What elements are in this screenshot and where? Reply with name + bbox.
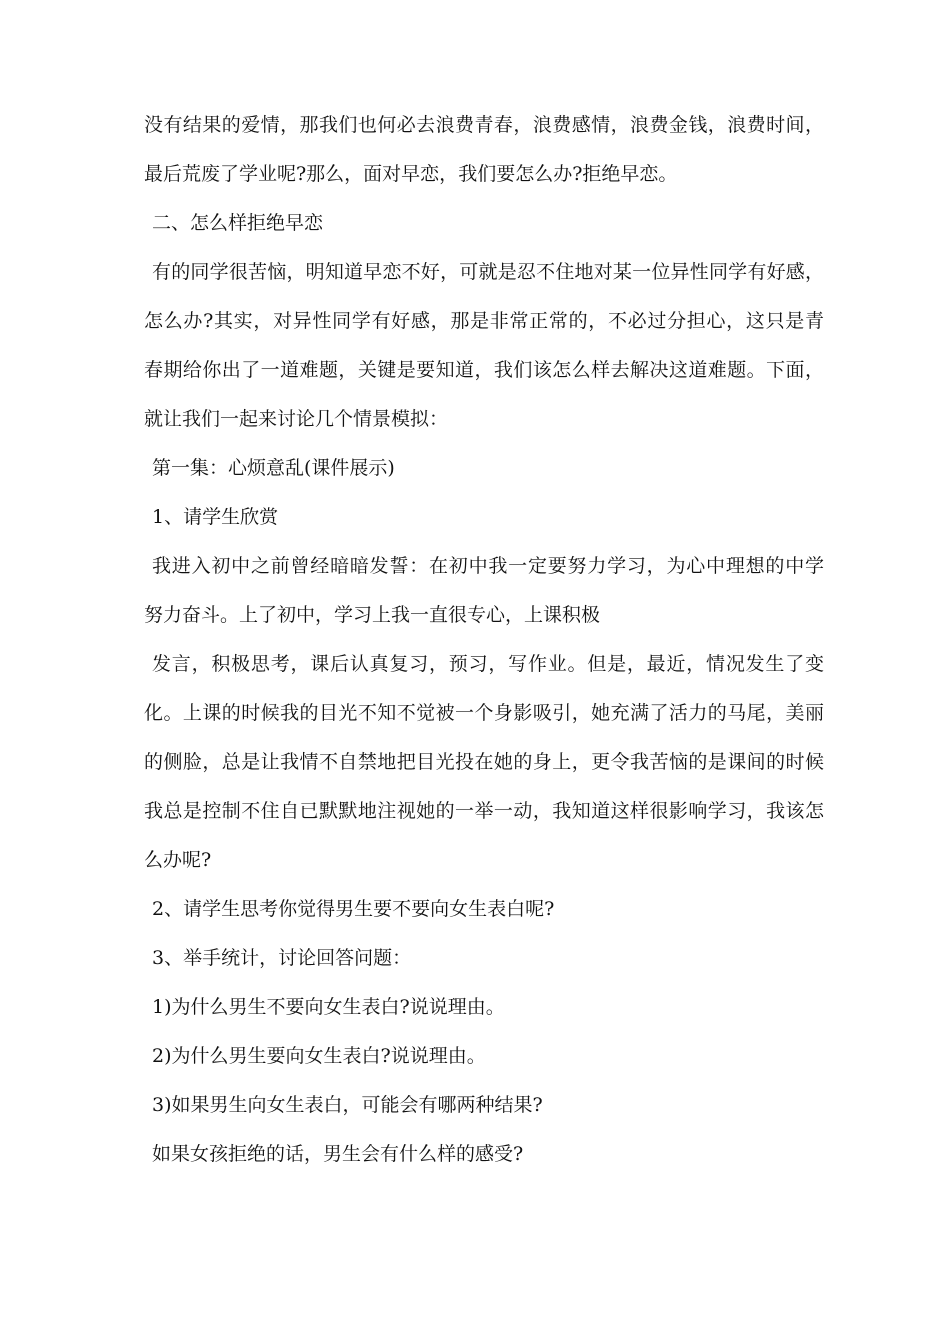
list-item: 2)为什么男生要向女生表白?说说理由。 xyxy=(152,1045,486,1067)
text-line: 就让我们一起来讨论几个情景模拟： xyxy=(144,408,449,430)
list-item: 2、请学生思考你觉得男生要不要向女生表白呢? xyxy=(152,898,555,920)
text-line: 努力奋斗。上了初中，学习上我一直很专心，上课积极 xyxy=(144,604,601,626)
text-line: 春期给你出了一道难题，关键是要知道，我们该怎么样去解决这道难题。下面， xyxy=(144,359,824,381)
text-line: 有的同学很苦恼，明知道早恋不好，可就是忍不住地对某一位异性同学有好感， xyxy=(152,261,824,283)
text-line: 的侧脸，总是让我情不自禁地把目光投在她的身上，更令我苦恼的是课间的时候 xyxy=(144,751,824,773)
text-line: 如果女孩拒绝的话，男生会有什么样的感受? xyxy=(152,1143,524,1165)
list-item: 1、请学生欣赏 xyxy=(152,506,279,528)
text-line: 我总是控制不住自已默默地注视她的一举一动，我知道这样很影响学习，我该怎 xyxy=(144,800,824,822)
text-line: 没有结果的爱情，那我们也何必去浪费青春，浪费感情，浪费金钱，浪费时间， xyxy=(144,114,824,136)
list-item: 1)为什么男生不要向女生表白?说说理由。 xyxy=(152,996,505,1018)
text-line: 怎么办?其实，对异性同学有好感，那是非常正常的，不必过分担心，这只是青 xyxy=(144,310,824,332)
text-line: 发言，积极思考，课后认真复习，预习，写作业。但是，最近，情况发生了变 xyxy=(152,653,824,675)
episode-heading: 第一集：心烦意乱(课件展示) xyxy=(152,457,395,479)
text-line: 么办呢? xyxy=(144,849,212,871)
list-item: 3)如果男生向女生表白，可能会有哪两种结果? xyxy=(152,1094,543,1116)
text-line: 化。上课的时候我的目光不知不觉被一个身影吸引，她充满了活力的马尾，美丽 xyxy=(144,702,824,724)
text-line: 我进入初中之前曾经暗暗发誓：在初中我一定要努力学习，为心中理想的中学 xyxy=(152,555,824,577)
section-heading: 二、怎么样拒绝早恋 xyxy=(152,212,324,234)
text-line: 最后荒废了学业呢?那么，面对早恋，我们要怎么办?拒绝早恋。 xyxy=(144,163,678,185)
list-item: 3、举手统计，讨论回答问题： xyxy=(152,947,412,969)
